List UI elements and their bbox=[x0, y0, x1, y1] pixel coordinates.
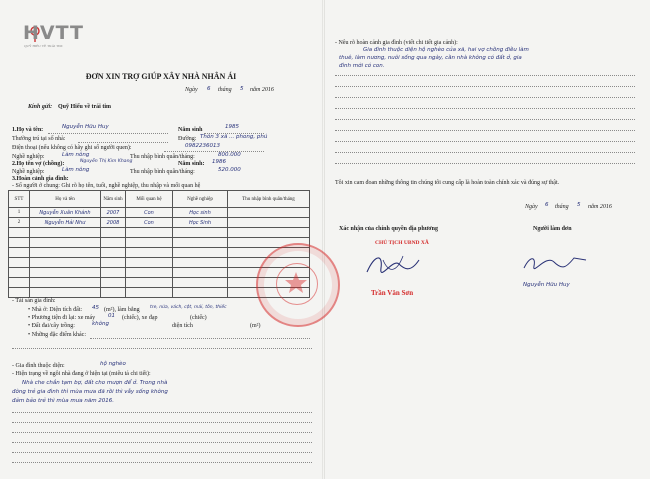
table-cell: 2 bbox=[9, 218, 30, 228]
dotline bbox=[335, 86, 635, 87]
vehicle-unit: (chiếc), xe đạp bbox=[122, 315, 158, 321]
table-cell bbox=[126, 268, 173, 278]
dotline bbox=[335, 141, 635, 142]
sign-date-year-label: năm 2016 bbox=[588, 204, 612, 210]
applicant-birth-label: Năm sinh bbox=[178, 127, 203, 133]
dotline bbox=[12, 348, 312, 349]
date-label-year: năm 2016 bbox=[250, 87, 274, 93]
land-area-unit: (m²) bbox=[250, 323, 261, 329]
table-cell bbox=[101, 238, 126, 248]
table-row bbox=[9, 228, 310, 238]
date-label-month: tháng bbox=[218, 87, 232, 93]
vehicle-label: • Phương tiện đi lại: xe máy bbox=[28, 315, 96, 321]
table-cell bbox=[9, 278, 30, 288]
situation-line: Gia đình thuộc diện hộ nghèo của xã, hai vợ chồng điều làm bbox=[363, 47, 529, 53]
spouse-income-label: Thu nhập bình quân/tháng: bbox=[130, 169, 195, 175]
spouse-name-label: 2.Họ tên vợ (chồng): bbox=[12, 161, 65, 167]
seal-star-icon bbox=[283, 270, 309, 296]
table-cell bbox=[30, 228, 101, 238]
category-value: hộ nghèo bbox=[100, 361, 126, 367]
right-page bbox=[325, 0, 650, 479]
date-month-value: 5 bbox=[240, 86, 244, 92]
table-cell bbox=[30, 268, 101, 278]
bike-unit: (chiếc) bbox=[190, 315, 207, 321]
income-label: Thu nhập bình quân/tháng: bbox=[130, 154, 195, 160]
table-cell bbox=[173, 278, 228, 288]
address-label: Thường trú tại số nhà: bbox=[12, 136, 66, 142]
situation-line: thuê, làm nương, nuôi sống qua ngày, cần nhà không có đất ở, gia bbox=[339, 55, 522, 61]
dotline bbox=[335, 163, 635, 164]
stamp-title: CHỦ TỊCH UBND XÃ bbox=[375, 240, 429, 246]
table-cell: Nguyễn Xuân Khánh bbox=[30, 208, 101, 218]
applicant-signature-name: Nguyễn Hữu Huy bbox=[523, 282, 570, 288]
applicant-name-label: 1.Họ và tên: bbox=[12, 127, 44, 133]
logo-text: HVTT bbox=[23, 22, 84, 44]
land-value: không bbox=[92, 321, 110, 327]
assets-heading: - Tài sản gia đình: bbox=[12, 298, 56, 304]
house-material-label: (m²), làm bằng bbox=[104, 307, 140, 313]
dotline bbox=[12, 452, 312, 453]
table-cell bbox=[30, 258, 101, 268]
table-cell bbox=[173, 288, 228, 298]
table-cell bbox=[228, 218, 310, 228]
col-header: Họ và tên bbox=[30, 191, 101, 208]
applicant-birth-value: 1985 bbox=[225, 124, 239, 130]
dotline bbox=[335, 97, 635, 98]
table-row bbox=[9, 218, 310, 228]
table-cell bbox=[9, 258, 30, 268]
house-area-value: 45 bbox=[92, 305, 99, 311]
house-status-line: đông trẻ gia đình thì mùa mưa đã rồi thì vẫy sống không bbox=[12, 389, 168, 395]
situation-heading: - Nêu rõ hoàn cảnh gia đình (viết chi tiết gia cảnh): bbox=[335, 40, 458, 46]
family-intro: - Số người ở chung: Ghi rõ họ tên, tuổi, nghề nghiệp, thu nhập và mối quan hệ bbox=[12, 183, 201, 189]
spouse-income-value: 520.000 bbox=[218, 167, 241, 173]
house-area-label: • Nhà ở: Diện tích đất: bbox=[28, 307, 83, 313]
sign-date-month-label: tháng bbox=[555, 204, 569, 210]
dotline bbox=[335, 130, 635, 131]
table-cell bbox=[126, 258, 173, 268]
dotline bbox=[335, 119, 635, 120]
table-cell bbox=[126, 248, 173, 258]
table-cell bbox=[30, 278, 101, 288]
category-label: - Gia đình thuộc diện: bbox=[12, 363, 65, 369]
table-cell: 2008 bbox=[101, 218, 126, 228]
family-heading: 3.Hoàn cảnh gia đình: bbox=[12, 176, 69, 182]
spouse-name-value: Nguyễn Thị Kim Khang bbox=[80, 159, 133, 164]
land-label: • Đất đai/cây trồng: bbox=[28, 323, 75, 329]
spouse-job-value: Làm nông bbox=[62, 167, 90, 173]
table-row bbox=[9, 238, 310, 248]
date-label-day: Ngày bbox=[185, 87, 198, 93]
col-header: Nghề nghiệp bbox=[173, 191, 228, 208]
job-value: Làm nông bbox=[62, 152, 90, 158]
table-cell bbox=[9, 248, 30, 258]
commitment-text: Tôi xin cam đoan những thông tin chúng tôi cung cấp là hoàn toàn chính xác và đúng sự thật. bbox=[335, 180, 560, 186]
table-cell bbox=[30, 288, 101, 298]
table-cell bbox=[9, 268, 30, 278]
dotline bbox=[12, 432, 312, 433]
dotline bbox=[90, 338, 310, 339]
street-label: Đường: bbox=[178, 136, 197, 142]
applicant-name-value: Nguyễn Hữu Huy bbox=[62, 124, 109, 130]
table-cell bbox=[30, 248, 101, 258]
spouse-birth-value: 1986 bbox=[212, 159, 226, 165]
sign-date-month: 5 bbox=[577, 202, 581, 208]
table-cell bbox=[101, 268, 126, 278]
other-label: • Những đặc điểm khác: bbox=[28, 332, 87, 338]
table-cell bbox=[9, 238, 30, 248]
logo-subtitle: QUỸ HIẾU VỀ TRÁI TIM bbox=[24, 44, 63, 48]
recipient-label: Kính gửi: bbox=[28, 104, 53, 110]
land-area-label: diện tích bbox=[172, 323, 193, 329]
dotline bbox=[335, 108, 635, 109]
table-row bbox=[9, 248, 310, 258]
table-cell bbox=[126, 228, 173, 238]
spouse-job-label: Nghề nghiệp: bbox=[12, 169, 45, 175]
income-value: 800.000 bbox=[218, 152, 241, 158]
table-cell bbox=[126, 288, 173, 298]
situation-line: đình mới có con. bbox=[339, 63, 385, 69]
table-cell: Học Sinh bbox=[173, 218, 228, 228]
table-cell bbox=[173, 238, 228, 248]
form-title: ĐƠN XIN TRỢ GIÚP XÂY NHÀ NHÂN ÁI bbox=[85, 72, 237, 81]
table-cell bbox=[173, 248, 228, 258]
table-cell: Con bbox=[126, 208, 173, 218]
dotline bbox=[335, 152, 635, 153]
dotline bbox=[164, 151, 264, 152]
left-page bbox=[0, 0, 322, 479]
table-cell: Nguyễn Hải Như bbox=[30, 218, 101, 228]
table-cell: 1 bbox=[9, 208, 30, 218]
table-cell bbox=[173, 258, 228, 268]
recipient-value: Quỹ Hiếu về trái tim bbox=[58, 104, 111, 110]
table-cell bbox=[228, 208, 310, 218]
col-header: STT bbox=[9, 191, 30, 208]
table-cell bbox=[228, 228, 310, 238]
phone-value: 0982236013 bbox=[185, 143, 220, 149]
vehicle-count: 01 bbox=[108, 313, 115, 319]
sign-date-day: 6 bbox=[545, 202, 549, 208]
table-cell bbox=[9, 228, 30, 238]
authority-signer-name: Trần Văn Sơn bbox=[371, 289, 414, 297]
house-status-line: Nhà che chắn tạm bợ, đất cho mượn để ở. Trong nhà bbox=[22, 380, 168, 386]
authority-label: Xác nhận của chính quyền địa phương bbox=[339, 226, 438, 232]
house-material-value: tre, nứa, vách, cột, mái, tôn, thiếc bbox=[150, 305, 227, 310]
table-cell bbox=[126, 278, 173, 288]
table-row bbox=[9, 208, 310, 218]
table-cell bbox=[101, 278, 126, 288]
table-cell bbox=[101, 258, 126, 268]
dotline bbox=[12, 422, 312, 423]
date-day-value: 6 bbox=[207, 86, 211, 92]
table-cell bbox=[30, 238, 101, 248]
table-cell bbox=[173, 268, 228, 278]
phone-label: Điện thoại (nếu không có hãy ghi số người quen): bbox=[12, 145, 132, 151]
job-label: Nghề nghiệp: bbox=[12, 154, 45, 160]
table-cell: 2007 bbox=[101, 208, 126, 218]
table-cell bbox=[173, 228, 228, 238]
authority-signature bbox=[363, 250, 423, 280]
table-cell: Học sinh bbox=[173, 208, 228, 218]
dotline bbox=[12, 442, 312, 443]
spouse-birth-label: Năm sinh: bbox=[178, 161, 205, 167]
dotline bbox=[48, 133, 168, 134]
dotline bbox=[78, 142, 168, 143]
address-value: Thôn 3 xã ... phong, phú bbox=[200, 134, 268, 140]
house-status-line: đảm bảo trẻ thì mùa mưa năm 2016. bbox=[12, 398, 115, 404]
dotline bbox=[12, 412, 312, 413]
table-cell bbox=[126, 238, 173, 248]
col-header: Thu nhập bình quân/tháng bbox=[228, 191, 310, 208]
table-cell bbox=[101, 248, 126, 258]
applicant-signature bbox=[520, 250, 590, 278]
sign-date-day-label: Ngày bbox=[525, 204, 538, 210]
dotline bbox=[12, 462, 312, 463]
house-status-label: - Hiện trạng về ngôi nhà đang ở hiện tại (miêu tả chi tiết): bbox=[12, 371, 151, 377]
table-cell bbox=[9, 288, 30, 298]
applicant-sign-label: Người làm đơn bbox=[533, 226, 572, 232]
col-header: Mối quan hệ bbox=[126, 191, 173, 208]
dotline bbox=[335, 75, 635, 76]
col-header: Năm sinh bbox=[101, 191, 126, 208]
table-cell bbox=[101, 288, 126, 298]
table-cell: Con bbox=[126, 218, 173, 228]
table-cell bbox=[101, 228, 126, 238]
